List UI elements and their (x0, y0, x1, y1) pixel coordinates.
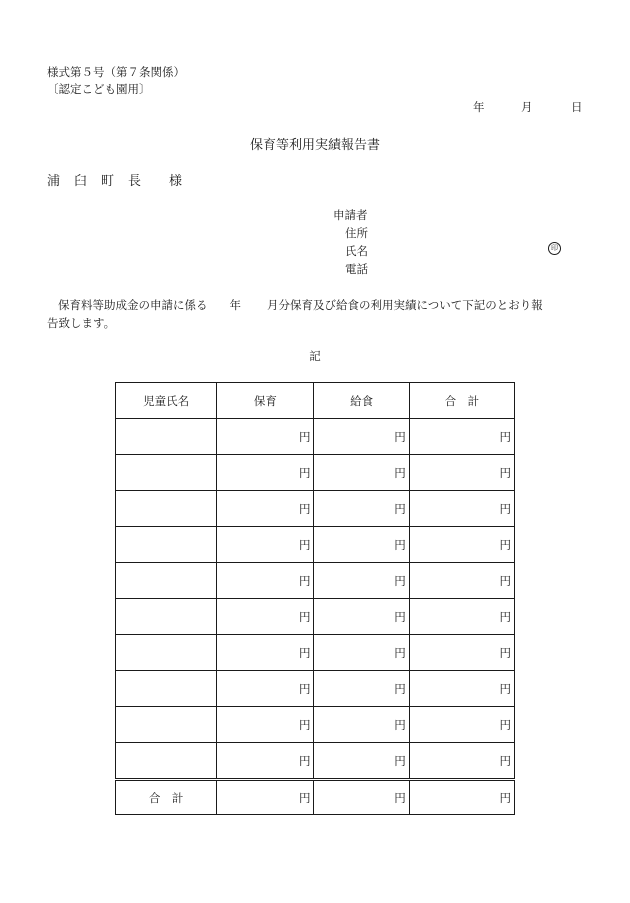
addressee-char: 臼 (74, 174, 88, 189)
meals-amount-cell[interactable]: 円 (314, 563, 409, 599)
child-name-cell[interactable] (116, 563, 217, 599)
meals-amount-cell[interactable]: 円 (314, 455, 409, 491)
child-name-cell[interactable] (116, 635, 217, 671)
report-table (115, 382, 515, 815)
row-total-cell[interactable]: 円 (409, 743, 514, 780)
form-number: 様式第５号（第７条関係） (47, 65, 185, 79)
table-row (116, 527, 515, 563)
body-line-1 (47, 296, 587, 314)
body-year-label: 年 (229, 298, 241, 312)
table-row (116, 599, 515, 635)
child-name-cell[interactable] (116, 599, 217, 635)
childcare-amount-cell[interactable]: 円 (217, 419, 314, 455)
child-name-cell[interactable] (116, 527, 217, 563)
row-total-cell[interactable]: 円 (409, 455, 514, 491)
table-row (116, 707, 515, 743)
row-total-cell[interactable]: 円 (409, 419, 514, 455)
table-row (116, 635, 515, 671)
phone-label: 電話 (345, 262, 368, 276)
seal-mark: 印 (548, 242, 561, 255)
meals-amount-cell[interactable]: 円 (314, 419, 409, 455)
addressee-char: 長 (128, 174, 142, 189)
meals-amount-cell[interactable]: 円 (314, 599, 409, 635)
row-total-cell[interactable]: 円 (409, 599, 514, 635)
row-total-cell[interactable]: 円 (409, 563, 514, 599)
childcare-amount-cell[interactable]: 円 (217, 455, 314, 491)
meals-amount-cell[interactable]: 円 (314, 743, 409, 780)
body-part-1: 保育料等助成金の申請に係る (58, 298, 208, 312)
body-line-2: 告致します。 (47, 316, 116, 330)
table-total-row (116, 780, 515, 815)
row-total-cell[interactable]: 円 (409, 707, 514, 743)
childcare-amount-cell[interactable]: 円 (217, 527, 314, 563)
child-name-cell[interactable] (116, 707, 217, 743)
table-row (116, 419, 515, 455)
table-row (116, 455, 515, 491)
childcare-amount-cell[interactable]: 円 (217, 707, 314, 743)
childcare-amount-cell[interactable]: 円 (217, 563, 314, 599)
name-label: 氏名 (345, 244, 368, 258)
table-row (116, 671, 515, 707)
address-label: 住所 (345, 226, 368, 240)
meals-amount-cell[interactable]: 円 (314, 707, 409, 743)
childcare-amount-cell[interactable]: 円 (217, 743, 314, 780)
date-month-label: 月 (521, 100, 533, 114)
row-total-cell[interactable]: 円 (409, 491, 514, 527)
table-row (116, 491, 515, 527)
total-childcare-cell[interactable]: 円 (217, 780, 314, 815)
meals-amount-cell[interactable]: 円 (314, 491, 409, 527)
childcare-amount-cell[interactable]: 円 (217, 599, 314, 635)
header-childcare: 保育 (217, 383, 314, 419)
applicant-label: 申請者 (333, 208, 368, 222)
header-meals: 給食 (314, 383, 409, 419)
ki-label: 記 (309, 349, 321, 363)
header-total: 合 計 (409, 383, 514, 419)
child-name-cell[interactable] (116, 491, 217, 527)
table-body (116, 419, 515, 780)
childcare-amount-cell[interactable]: 円 (217, 491, 314, 527)
addressee-char: 浦 (47, 174, 61, 189)
child-name-cell[interactable] (116, 455, 217, 491)
total-row-label: 合 計 (116, 780, 217, 815)
addressee-char: 町 (101, 174, 115, 189)
body-part-2: 月分保育及び給食の利用実績について下記のとおり報 (267, 298, 543, 312)
total-meals-cell[interactable]: 円 (314, 780, 409, 815)
date-year-label: 年 (473, 100, 485, 114)
body-text (47, 296, 587, 332)
childcare-amount-cell[interactable]: 円 (217, 635, 314, 671)
total-sum-cell[interactable]: 円 (409, 780, 514, 815)
row-total-cell[interactable]: 円 (409, 671, 514, 707)
child-name-cell[interactable] (116, 419, 217, 455)
child-name-cell[interactable] (116, 743, 217, 780)
document-title: 保育等利用実績報告書 (249, 138, 380, 153)
meals-amount-cell[interactable]: 円 (314, 527, 409, 563)
addressee-honorific: 様 (169, 174, 183, 189)
meals-amount-cell[interactable]: 円 (314, 635, 409, 671)
form-category: 〔認定こども園用〕 (47, 82, 151, 96)
date-day-label: 日 (571, 100, 583, 114)
row-total-cell[interactable]: 円 (409, 635, 514, 671)
row-total-cell[interactable]: 円 (409, 527, 514, 563)
childcare-amount-cell[interactable]: 円 (217, 671, 314, 707)
table-row (116, 563, 515, 599)
header-child-name: 児童氏名 (116, 383, 217, 419)
table-header-row (116, 383, 515, 419)
table-row (116, 743, 515, 780)
meals-amount-cell[interactable]: 円 (314, 671, 409, 707)
child-name-cell[interactable] (116, 671, 217, 707)
